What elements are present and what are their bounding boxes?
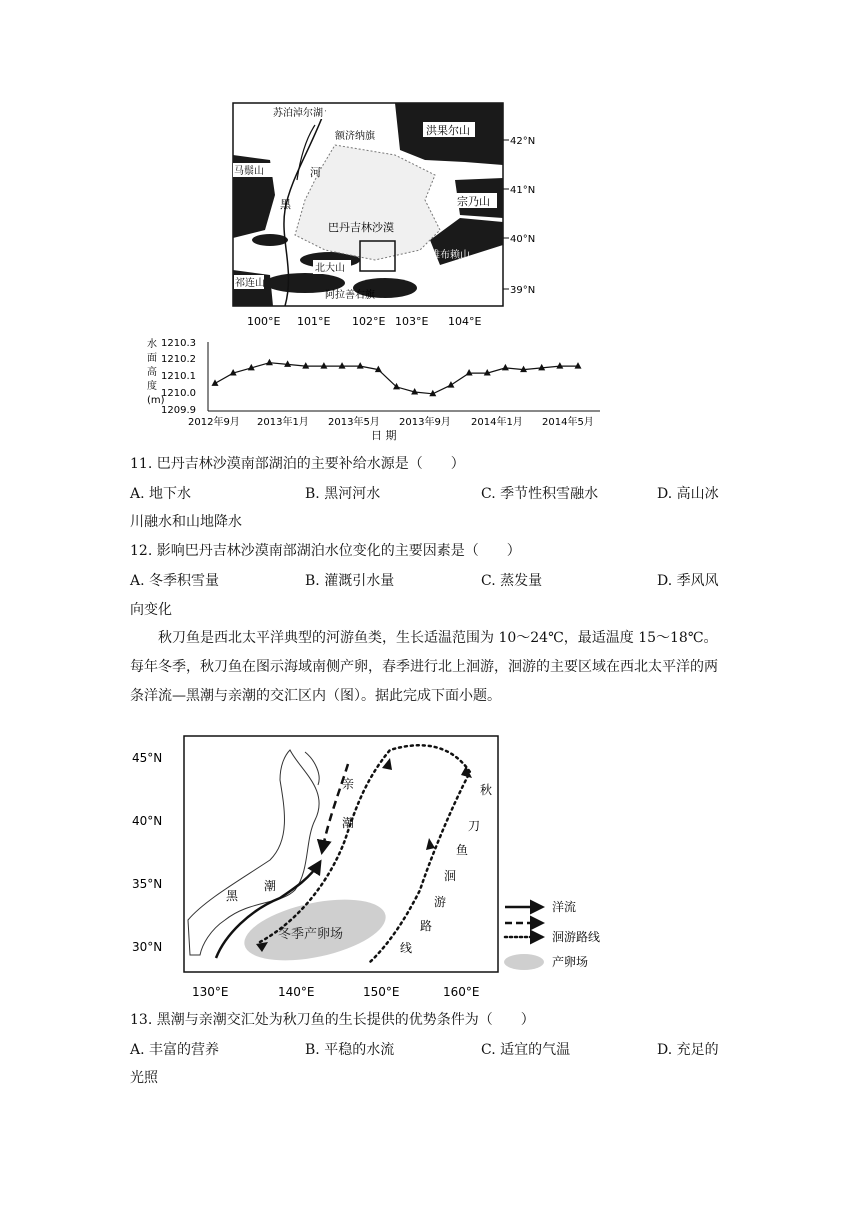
question-13-stem: 13. 黑潮与亲潮交汇处为秋刀鱼的生长提供的优势条件为（ ）	[130, 1012, 535, 1028]
xtick-201309: 2013年9月	[399, 417, 451, 428]
ytick-1210-2: 1210.2	[161, 354, 196, 365]
xtick-201301: 2013年1月	[257, 417, 309, 428]
xtick-201305: 2013年5月	[328, 417, 380, 428]
route-char: 游	[434, 895, 447, 909]
q11-option-a[interactable]: A. 地下水	[130, 486, 192, 502]
map1-lat-42: 42°N	[510, 136, 536, 147]
ytick-1210-1: 1210.1	[161, 371, 196, 382]
xtick-201209: 2012年9月	[188, 417, 240, 428]
map1-lon-101: 101°E	[297, 315, 331, 328]
data-point-2013-05	[357, 362, 364, 369]
q13-option-b[interactable]: B. 平稳的水流	[305, 1042, 395, 1058]
ylabel-char: 高	[147, 367, 157, 378]
q11-option-c[interactable]: C. 季节性积雪融水	[481, 486, 599, 502]
label-qilianshan: 祁连山	[235, 278, 265, 289]
data-point-2014-04	[556, 362, 563, 369]
route-char: 线	[400, 941, 413, 955]
map2-lat-30: 30°N	[132, 940, 163, 954]
q13-option-d-cont: 光照	[130, 1070, 158, 1086]
label-hei: 黑	[280, 198, 291, 211]
q11-option-d-cont: 川融水和山地降水	[130, 514, 242, 530]
label-alashan: 阿拉善右旗	[325, 290, 375, 301]
legend-route-label: 洄游路线	[552, 930, 601, 944]
legend-spawn-label: 产卵场	[552, 955, 589, 969]
q12-option-a[interactable]: A. 冬季积雪量	[130, 573, 220, 589]
map1-lat-40: 40°N	[510, 234, 536, 245]
legend-current-label: 洋流	[552, 900, 577, 914]
route-char: 路	[420, 919, 433, 933]
q13-option-d[interactable]: D. 充足的	[657, 1042, 719, 1058]
badain-jaran-map	[225, 100, 536, 332]
ylabel-char: (m)	[147, 395, 165, 406]
map2-lon-150: 150°E	[363, 985, 400, 999]
label-hongguoershan: 洪果尔山	[426, 124, 470, 137]
question-12-stem: 12. 影响巴丹吉林沙漠南部湖泊水位变化的主要因素是（ ）	[130, 543, 521, 559]
water-level-chart	[145, 335, 615, 445]
route-char: 鱼	[456, 843, 469, 857]
map1-lon-100: 100°E	[247, 315, 281, 328]
label-mazongshan: 马鬃山	[234, 166, 264, 177]
map2-lon-140: 140°E	[278, 985, 315, 999]
saury-intro-paragraph: 秋刀鱼是西北太平洋典型的河游鱼类，生长适温范围为 10～24℃，最适温度 15～18℃。每年冬季，秋刀鱼在图示海域南侧产卵，春季进行北上洄游，洄游的主要区域在西北太平洋的两条洋流—黑潮与亲潮的交汇区内（图）。据此完成下面小题。	[130, 630, 718, 704]
map2-legend	[504, 899, 600, 970]
ylabel-char: 度	[147, 381, 157, 392]
data-point-2013-11	[466, 369, 473, 376]
map1-lat-39: 39°N	[510, 285, 536, 296]
map1-lon-103: 103°E	[395, 315, 429, 328]
oyashio-label-1: 亲	[342, 777, 355, 791]
ylabel-char: 面	[147, 353, 157, 364]
kuroshio-label-2: 潮	[264, 879, 277, 893]
label-he: 河	[310, 166, 321, 179]
data-point-2013-10	[447, 381, 454, 388]
route-char: 刀	[468, 819, 481, 833]
xtick-201405: 2014年5月	[542, 417, 594, 428]
label-ejinaqi: 额济纳旗	[335, 131, 375, 142]
label-zongnaishan: 宗乃山	[457, 195, 490, 208]
label-yabulai: 雅布赖山	[430, 250, 470, 261]
ytick-1210-3: 1210.3	[161, 338, 196, 349]
map2-lat-35: 35°N	[132, 877, 163, 891]
map2-lat-40: 40°N	[132, 814, 163, 828]
map1-lon-104: 104°E	[448, 315, 482, 328]
q12-option-b[interactable]: B. 灌溉引水量	[305, 573, 395, 589]
map2-lon-160: 160°E	[443, 985, 480, 999]
data-point-2014-05	[575, 362, 582, 369]
ylabel-char: 水	[147, 339, 157, 350]
label-beidashan: 北大山	[315, 263, 345, 274]
map2-lon-130: 130°E	[192, 985, 229, 999]
xtick-201401: 2014年1月	[471, 417, 523, 428]
saury-migration-map	[130, 730, 650, 1002]
data-point-2013-04	[339, 362, 346, 369]
q13-option-c[interactable]: C. 适宜的气温	[481, 1042, 571, 1058]
map2-lat-45: 45°N	[132, 751, 163, 765]
x-axis-label: 日 期	[371, 429, 397, 442]
question-11-stem: 11. 巴丹吉林沙漠南部湖泊的主要补给水源是（ ）	[130, 456, 465, 472]
q13-option-a[interactable]: A. 丰富的营养	[130, 1042, 220, 1058]
data-point-2013-03	[320, 362, 327, 369]
q12-option-d-cont: 向变化	[130, 602, 172, 618]
q12-option-d[interactable]: D. 季风风	[657, 573, 719, 589]
q12-option-c[interactable]: C. 蒸发量	[481, 573, 543, 589]
label-suguonuoer: 苏泊淖尔湖	[273, 108, 323, 119]
oyashio-label-2: 潮	[342, 816, 355, 830]
map1-lon-102: 102°E	[352, 315, 386, 328]
map1-lat-41: 41°N	[510, 185, 536, 196]
data-point-2012-12	[266, 359, 273, 366]
ytick-1209-9: 1209.9	[161, 405, 196, 416]
q11-option-b[interactable]: B. 黑河河水	[305, 486, 381, 502]
route-char: 秋	[480, 783, 493, 797]
kuroshio-label-1: 黑	[226, 889, 239, 903]
q11-option-d[interactable]: D. 高山冰	[657, 486, 719, 502]
data-point-2014-01	[502, 364, 509, 371]
label-badain: 巴丹吉林沙漠	[328, 221, 394, 234]
spawn-label: 冬季产卵场	[278, 927, 344, 942]
ytick-1210-0: 1210.0	[161, 388, 196, 399]
route-char: 洄	[444, 869, 457, 883]
